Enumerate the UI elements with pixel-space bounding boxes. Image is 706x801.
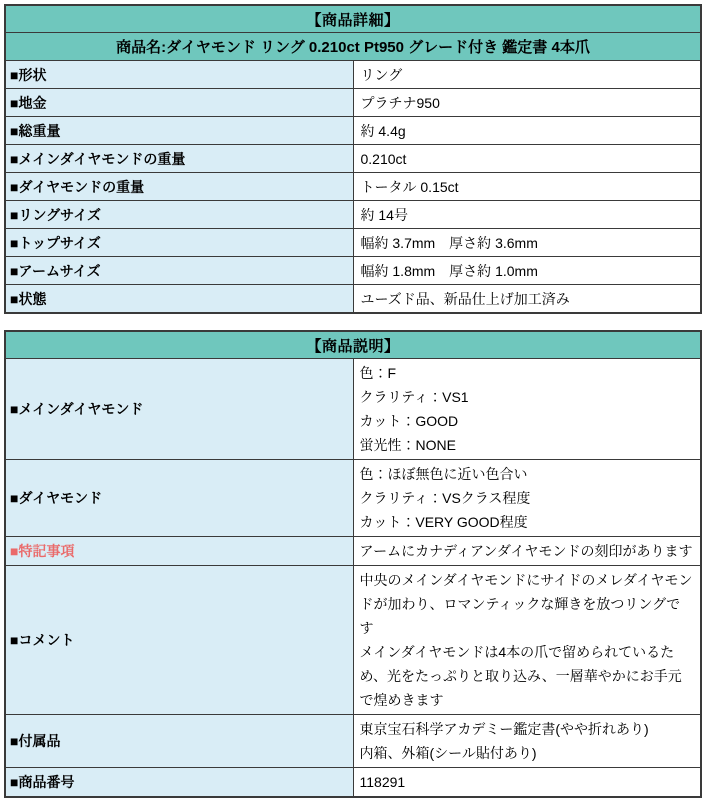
row-value-main-diamond	[353, 359, 701, 460]
row-value-diamond	[353, 460, 701, 537]
row-value-metal: プラチナ950	[353, 89, 701, 117]
spec-line: アームにカナディアンダイヤモンドの刻印があります	[359, 543, 693, 559]
product-details-table	[4, 4, 702, 314]
row-label-diamond-weight: ■ダイヤモンドの重量	[5, 173, 353, 201]
row-label-comment: ■コメント	[5, 566, 353, 715]
row-label-arm-size: ■アームサイズ	[5, 257, 353, 285]
row-label-diamond: ■ダイヤモンド	[5, 460, 353, 537]
product-name-row	[5, 33, 701, 61]
row-label-total-weight: ■総重量	[5, 117, 353, 145]
table-row	[5, 285, 701, 314]
spec-line: 蛍光性：NONE	[359, 437, 456, 453]
table-row	[5, 145, 701, 173]
row-label-main-diamond-weight: ■メインダイヤモンドの重量	[5, 145, 353, 173]
description-title-row	[5, 331, 701, 359]
table-row	[5, 460, 701, 537]
row-label-metal: ■地金	[5, 89, 353, 117]
spec-line: 118291	[359, 774, 406, 790]
spec-line: カット：VERY GOOD程度	[359, 514, 528, 530]
row-label-main-diamond: ■メインダイヤモンド	[5, 359, 353, 460]
table-row	[5, 715, 701, 768]
row-value-accessories	[353, 715, 701, 768]
row-value-comment	[353, 566, 701, 715]
table-row	[5, 201, 701, 229]
row-value-top-size: 幅約 3.7mm 厚さ約 3.6mm	[353, 229, 701, 257]
spec-line: クラリティ：VS1	[359, 389, 469, 405]
row-value-special-notes	[353, 537, 701, 566]
spec-line: 東京宝石科学アカデミー鑑定書(やや折れあり)	[359, 721, 649, 737]
details-title-row	[5, 5, 701, 33]
table-row	[5, 229, 701, 257]
description-title: 【商品説明】	[5, 331, 701, 359]
row-value-item-number	[353, 768, 701, 798]
row-value-arm-size: 幅約 1.8mm 厚さ約 1.0mm	[353, 257, 701, 285]
details-title: 【商品詳細】	[5, 5, 701, 33]
spec-line: クラリティ：VSクラス程度	[359, 490, 531, 506]
row-value-ring-size: 約 14号	[353, 201, 701, 229]
product-description-table	[4, 330, 702, 798]
spec-line: カット：GOOD	[359, 413, 459, 429]
row-label-ring-size: ■リングサイズ	[5, 201, 353, 229]
row-label-top-size: ■トップサイズ	[5, 229, 353, 257]
table-row	[5, 537, 701, 566]
row-label-condition: ■状態	[5, 285, 353, 314]
table-gap	[4, 314, 702, 330]
table-row	[5, 173, 701, 201]
row-label-special-notes: ■特記事項	[5, 537, 353, 566]
row-value-diamond-weight: トータル 0.15ct	[353, 173, 701, 201]
row-value-total-weight: 約 4.4g	[353, 117, 701, 145]
table-row	[5, 768, 701, 798]
table-row	[5, 117, 701, 145]
comment-paragraph: 中央のメインダイヤモンドにサイドのメレダイヤモンドが加わり、ロマンティックな輝きを放つリングです	[359, 572, 693, 636]
spec-line: 色：F	[359, 365, 397, 381]
product-name: 商品名:ダイヤモンド リング 0.210ct Pt950 グレード付き 鑑定書 4本爪	[5, 33, 701, 61]
row-value-shape: リング	[353, 61, 701, 89]
row-value-condition: ユーズド品、新品仕上げ加工済み	[353, 285, 701, 314]
table-row	[5, 359, 701, 460]
spec-line: 内箱、外箱(シール貼付あり)	[359, 745, 537, 761]
row-value-main-diamond-weight: 0.210ct	[353, 145, 701, 173]
table-row	[5, 89, 701, 117]
row-label-item-number: ■商品番号	[5, 768, 353, 798]
table-row	[5, 257, 701, 285]
row-label-shape: ■形状	[5, 61, 353, 89]
table-row	[5, 61, 701, 89]
comment-paragraph: メインダイヤモンドは4本の爪で留められているため、光をたっぷりと取り込み、一層華やかにお手元で煌めきます	[359, 644, 682, 708]
row-label-accessories: ■付属品	[5, 715, 353, 768]
spec-line: 色：ほぼ無色に近い色合い	[359, 466, 528, 482]
table-row	[5, 566, 701, 715]
